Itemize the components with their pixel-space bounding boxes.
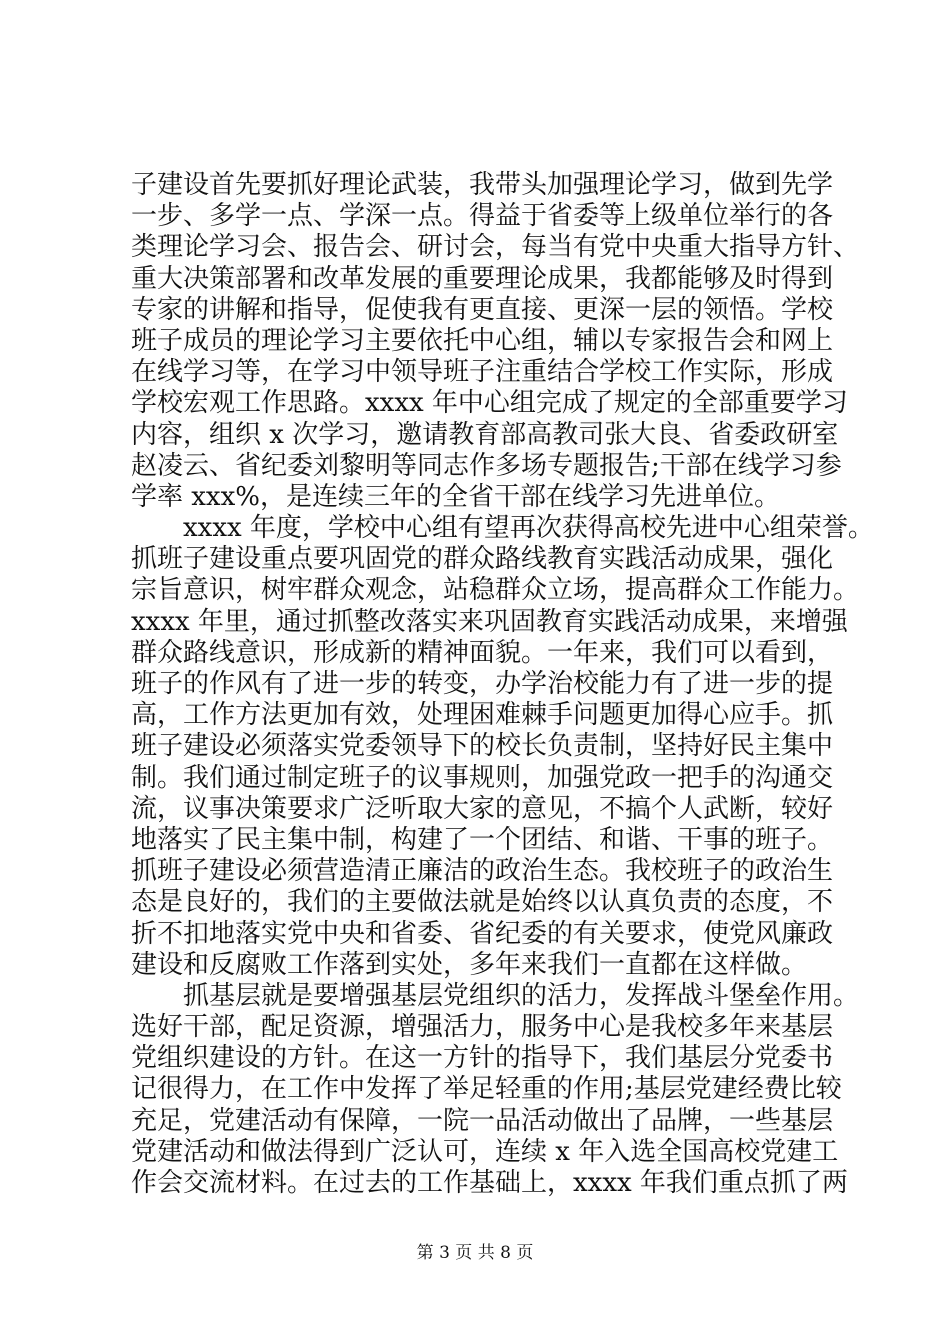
text-line: 建设和反腐败工作落到实处，多年来我们一直都在这样做。 (131, 949, 808, 980)
text-line: 态是良好的，我们的主要做法就是始终以认真负责的态度，不 (131, 887, 834, 918)
paragraph (131, 980, 860, 1199)
text-line: 子建设首先要抓好理论武装，我带头加强理论学习，做到先学 (131, 170, 834, 200)
document-body (131, 170, 874, 1199)
text-line: 宗旨意识，树牢群众观念，站稳群众立场，提高群众工作能力。 (131, 575, 860, 606)
text-line: xxxx 年度，学校中心组有望再次获得高校先进中心组荣誉。 (183, 513, 874, 544)
text-line: 重大决策部署和改革发展的重要理论成果，我都能够及时得到 (131, 263, 834, 294)
text-line: 群众路线意识，形成新的精神面貌。一年来，我们可以看到， (131, 637, 834, 668)
text-line: 充足，党建活动有保障，一院一品活动做出了品牌，一些基层 (131, 1105, 834, 1136)
text-line: 地落实了民主集中制，构建了一个团结、和谐、干事的班子。 (131, 824, 834, 855)
text-line: 在线学习等，在学习中领导班子注重结合学校工作实际，形成 (131, 357, 834, 388)
text-line: 学校宏观工作思路。xxxx 年中心组完成了规定的全部重要学习 (131, 388, 848, 419)
text-line: 班子的作风有了进一步的转变，办学治校能力有了进一步的提 (131, 669, 834, 699)
text-line: 内容，组织 x 次学习，邀请教育部高教司张大良、省委政研室 (131, 419, 839, 450)
text-line: 赵凌云、省纪委刘黎明等同志作多场专题报告;干部在线学习参 (131, 450, 842, 481)
text-line: 高，工作方法更加有效，处理困难棘手问题更加得心应手。抓 (131, 700, 834, 731)
text-line: 一步、多学一点、学深一点。得益于省委等上级单位举行的各 (131, 201, 834, 232)
text-line: 抓班子建设必须营造清正廉洁的政治生态。我校班子的政治生 (131, 856, 834, 887)
paragraph (131, 513, 874, 981)
text-line: 学率 xxx%，是连续三年的全省干部在线学习先进单位。 (131, 481, 780, 512)
text-line: 专家的讲解和指导，促使我有更直接、更深一层的领悟。学校 (131, 294, 834, 325)
text-line: 制。我们通过制定班子的议事规则，加强党政一把手的沟通交 (131, 762, 834, 793)
text-line: 党建活动和做法得到广泛认可，连续 x 年入选全国高校党建工 (131, 1136, 839, 1167)
page-footer: 第 3 页 共 8 页 (416, 1243, 534, 1263)
text-line: 抓基层就是要增强基层党组织的活力，发挥战斗堡垒作用。 (183, 980, 860, 1011)
paragraph (131, 170, 860, 513)
text-line: 折不扣地落实党中央和省委、省纪委的有关要求，使党风廉政 (131, 918, 834, 949)
text-line: 抓班子建设重点要巩固党的群众路线教育实践活动成果，强化 (131, 544, 834, 575)
text-line: 类理论学习会、报告会、研讨会，每当有党中央重大指导方针、 (131, 232, 860, 263)
text-line: 记很得力，在工作中发挥了举足轻重的作用;基层党建经费比较 (131, 1074, 842, 1105)
text-line: 班子成员的理论学习主要依托中心组，辅以专家报告会和网上 (131, 325, 834, 356)
text-line: xxxx 年里，通过抓整改落实来巩固教育实践活动成果，来增强 (131, 606, 848, 637)
text-line: 作会交流材料。在过去的工作基础上，xxxx 年我们重点抓了两 (131, 1168, 848, 1198)
text-line: 流，议事决策要求广泛听取大家的意见，不搞个人武断，较好 (131, 793, 834, 824)
text-line: 班子建设必须落实党委领导下的校长负责制，坚持好民主集中 (131, 731, 834, 762)
text-line: 选好干部，配足资源，增强活力，服务中心是我校多年来基层 (131, 1012, 834, 1043)
text-line: 党组织建设的方针。在这一方针的指导下，我们基层分党委书 (131, 1043, 834, 1074)
